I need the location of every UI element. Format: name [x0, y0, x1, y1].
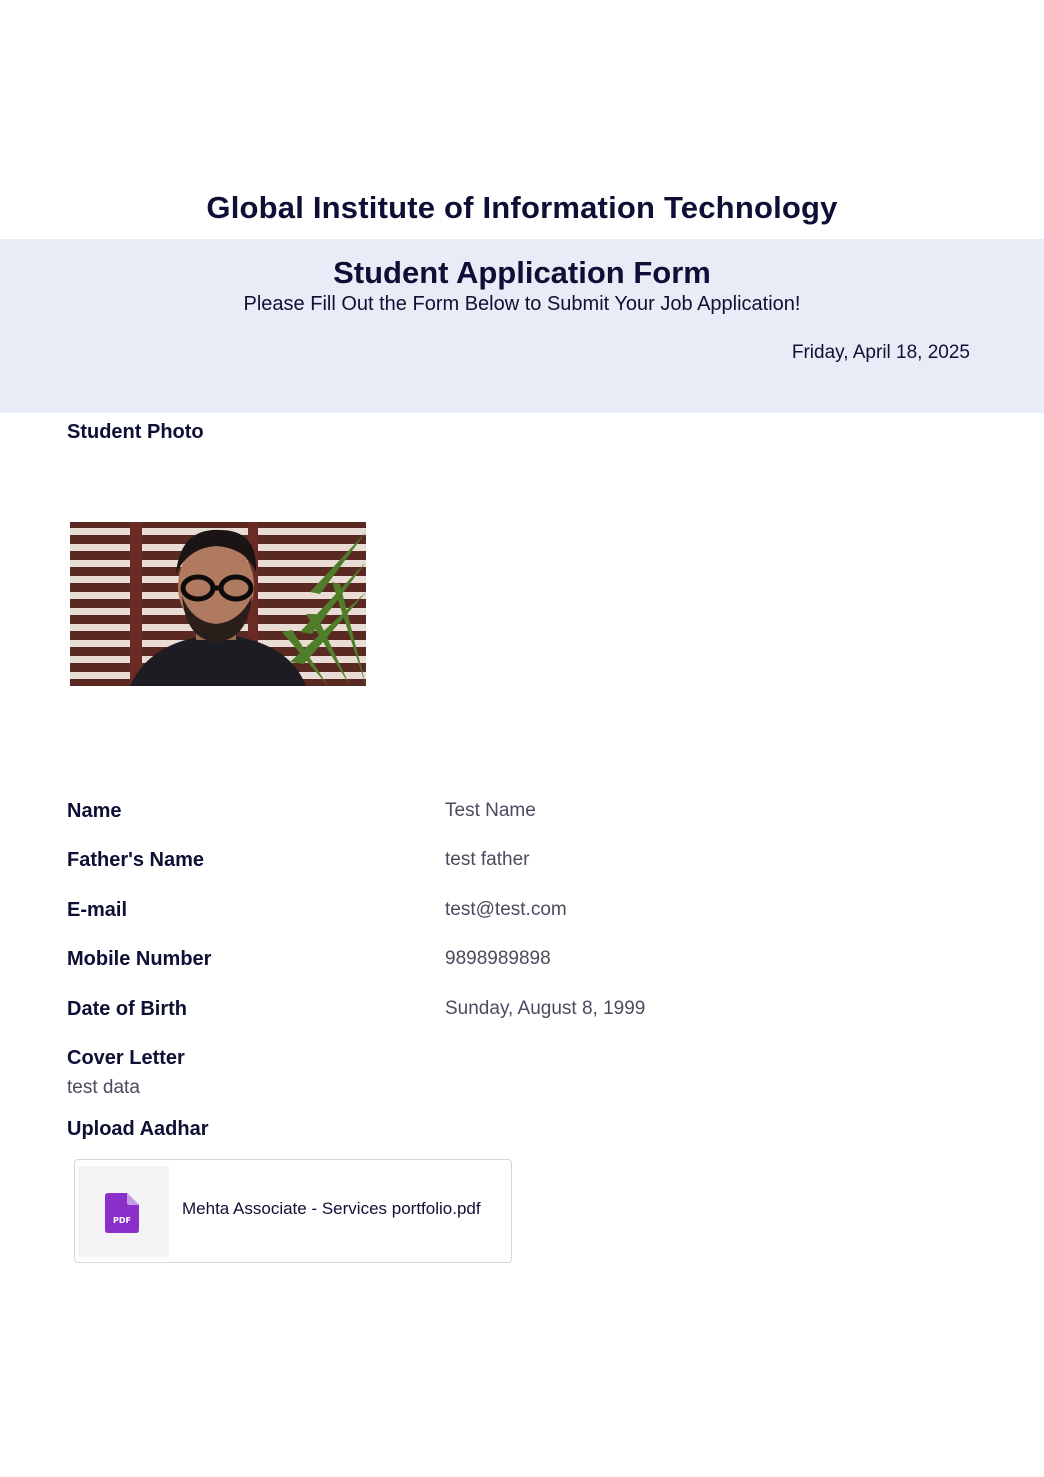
- student-photo[interactable]: [70, 522, 366, 686]
- email-value: test@test.com: [445, 899, 567, 920]
- dob-value: Sunday, August 8, 1999: [445, 998, 646, 1019]
- form-date: Friday, April 18, 2025: [791, 342, 970, 363]
- upload-aadhar-label: Upload Aadhar: [67, 1118, 209, 1140]
- mobile-label: Mobile Number: [67, 948, 212, 970]
- pdf-file-icon: [105, 1193, 139, 1233]
- file-name[interactable]: Mehta Associate - Services portfolio.pdf: [182, 1199, 481, 1218]
- form-header-banner: [0, 239, 1044, 413]
- uploaded-file-card[interactable]: [74, 1159, 512, 1263]
- name-value: Test Name: [445, 800, 536, 821]
- father-name-label: Father's Name: [67, 849, 205, 871]
- name-label: Name: [67, 800, 122, 822]
- email-label: E-mail: [67, 899, 128, 921]
- form-subtitle: Please Fill Out the Form Below to Submit Your Job Application!: [243, 293, 801, 315]
- father-name-value: test father: [445, 849, 530, 870]
- cover-letter-value: test data: [67, 1077, 140, 1098]
- student-photo-image: [70, 522, 366, 686]
- student-photo-label: Student Photo: [67, 421, 204, 443]
- cover-letter-label: Cover Letter: [67, 1047, 185, 1069]
- pdf-badge: PDF: [113, 1216, 131, 1225]
- institute-name: Global Institute of Information Technology: [206, 190, 838, 225]
- dob-label: Date of Birth: [67, 998, 187, 1020]
- file-thumbnail: [78, 1166, 169, 1257]
- form-title: Student Application Form: [333, 255, 711, 290]
- mobile-value: 9898989898: [445, 948, 551, 969]
